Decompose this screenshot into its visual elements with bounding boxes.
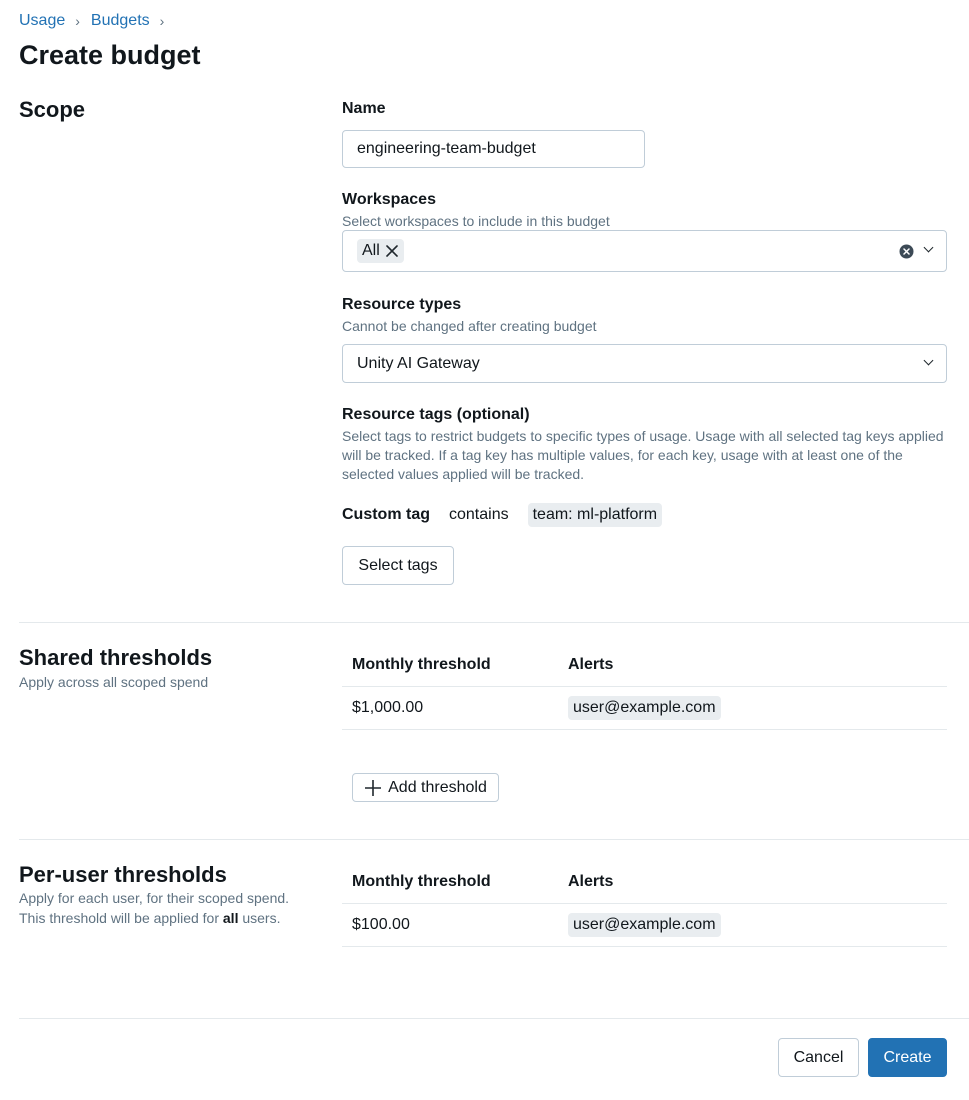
resource-types-value: Unity AI Gateway — [357, 354, 480, 372]
threshold-value: $100.00 — [352, 916, 410, 933]
per-user-thresholds-table — [342, 861, 947, 947]
cancel-button[interactable]: Cancel — [778, 1038, 859, 1077]
alert-email-chip: user@example.com — [568, 913, 721, 937]
table-header — [342, 644, 947, 687]
breadcrumb — [19, 12, 175, 30]
resource-tags-label: Resource tags (optional) — [342, 406, 530, 423]
column-header-monthly-threshold: Monthly threshold — [352, 656, 491, 673]
subtitle-text: This threshold will be applied for — [19, 910, 223, 926]
table-row — [342, 687, 947, 730]
name-input[interactable] — [342, 130, 645, 168]
workspace-chip-all — [357, 239, 404, 263]
create-button[interactable]: Create — [868, 1038, 947, 1077]
tag-operator: contains — [449, 506, 509, 523]
shared-thresholds-title: Shared thresholds — [19, 645, 213, 670]
scope-section-title: Scope — [19, 97, 86, 122]
close-icon[interactable] — [385, 244, 399, 258]
per-user-thresholds-title: Per-user thresholds — [19, 862, 227, 887]
tag-value-chip: team: ml-platform — [528, 503, 662, 527]
custom-tag-row — [342, 503, 662, 527]
select-tags-button[interactable]: Select tags — [342, 546, 454, 585]
resource-types-label: Resource types — [342, 296, 462, 313]
chevron-down-icon — [924, 357, 934, 367]
name-input-value: engineering-team-budget — [357, 140, 536, 157]
per-user-subtitle-line1: Apply for each user, for their scoped spend. — [19, 890, 290, 906]
per-user-thresholds-subtitle — [19, 888, 289, 928]
workspace-chip-label: All — [362, 242, 380, 259]
add-threshold-label: Add threshold — [388, 778, 487, 796]
per-user-subtitle-line2 — [19, 908, 289, 928]
workspaces-help: Select workspaces to include in this budget — [342, 213, 610, 229]
custom-tag-label: Custom tag — [342, 506, 430, 523]
resource-types-select[interactable] — [342, 344, 947, 383]
add-threshold-button[interactable] — [352, 773, 499, 802]
threshold-value: $1,000.00 — [352, 699, 424, 716]
table-row — [342, 904, 947, 947]
name-label: Name — [342, 100, 386, 117]
page-title: Create budget — [19, 40, 201, 70]
plus-icon — [364, 779, 382, 797]
subtitle-text: users. — [238, 910, 281, 926]
breadcrumb-separator-icon: › — [159, 13, 165, 29]
breadcrumb-link-budgets[interactable]: Budgets — [90, 12, 150, 29]
clear-circle-icon[interactable] — [899, 244, 914, 259]
resource-tags-help: Select tags to restrict budgets to specific types of usage. Usage with all selected tag keys applied will be tracked. If a tag key has multiple values, for each key, usage with at least one of the selected values applied will be tracked. — [342, 428, 944, 482]
workspaces-label: Workspaces — [342, 191, 436, 208]
chevron-down-icon — [924, 244, 934, 254]
resource-types-help: Cannot be changed after creating budget — [342, 318, 597, 334]
section-divider — [19, 622, 969, 623]
column-header-monthly-threshold: Monthly threshold — [352, 873, 491, 890]
footer-divider — [19, 1018, 969, 1019]
column-header-alerts: Alerts — [568, 656, 614, 673]
breadcrumb-link-usage[interactable]: Usage — [19, 12, 66, 29]
table-header — [342, 861, 947, 904]
breadcrumb-separator-icon: › — [75, 13, 80, 29]
shared-thresholds-table — [342, 644, 947, 730]
column-header-alerts: Alerts — [568, 873, 614, 890]
alert-email-chip: user@example.com — [568, 696, 721, 720]
shared-thresholds-subtitle: Apply across all scoped spend — [19, 674, 209, 690]
subtitle-bold-text: all — [222, 910, 239, 926]
workspaces-select[interactable] — [342, 230, 947, 272]
section-divider — [19, 839, 969, 840]
